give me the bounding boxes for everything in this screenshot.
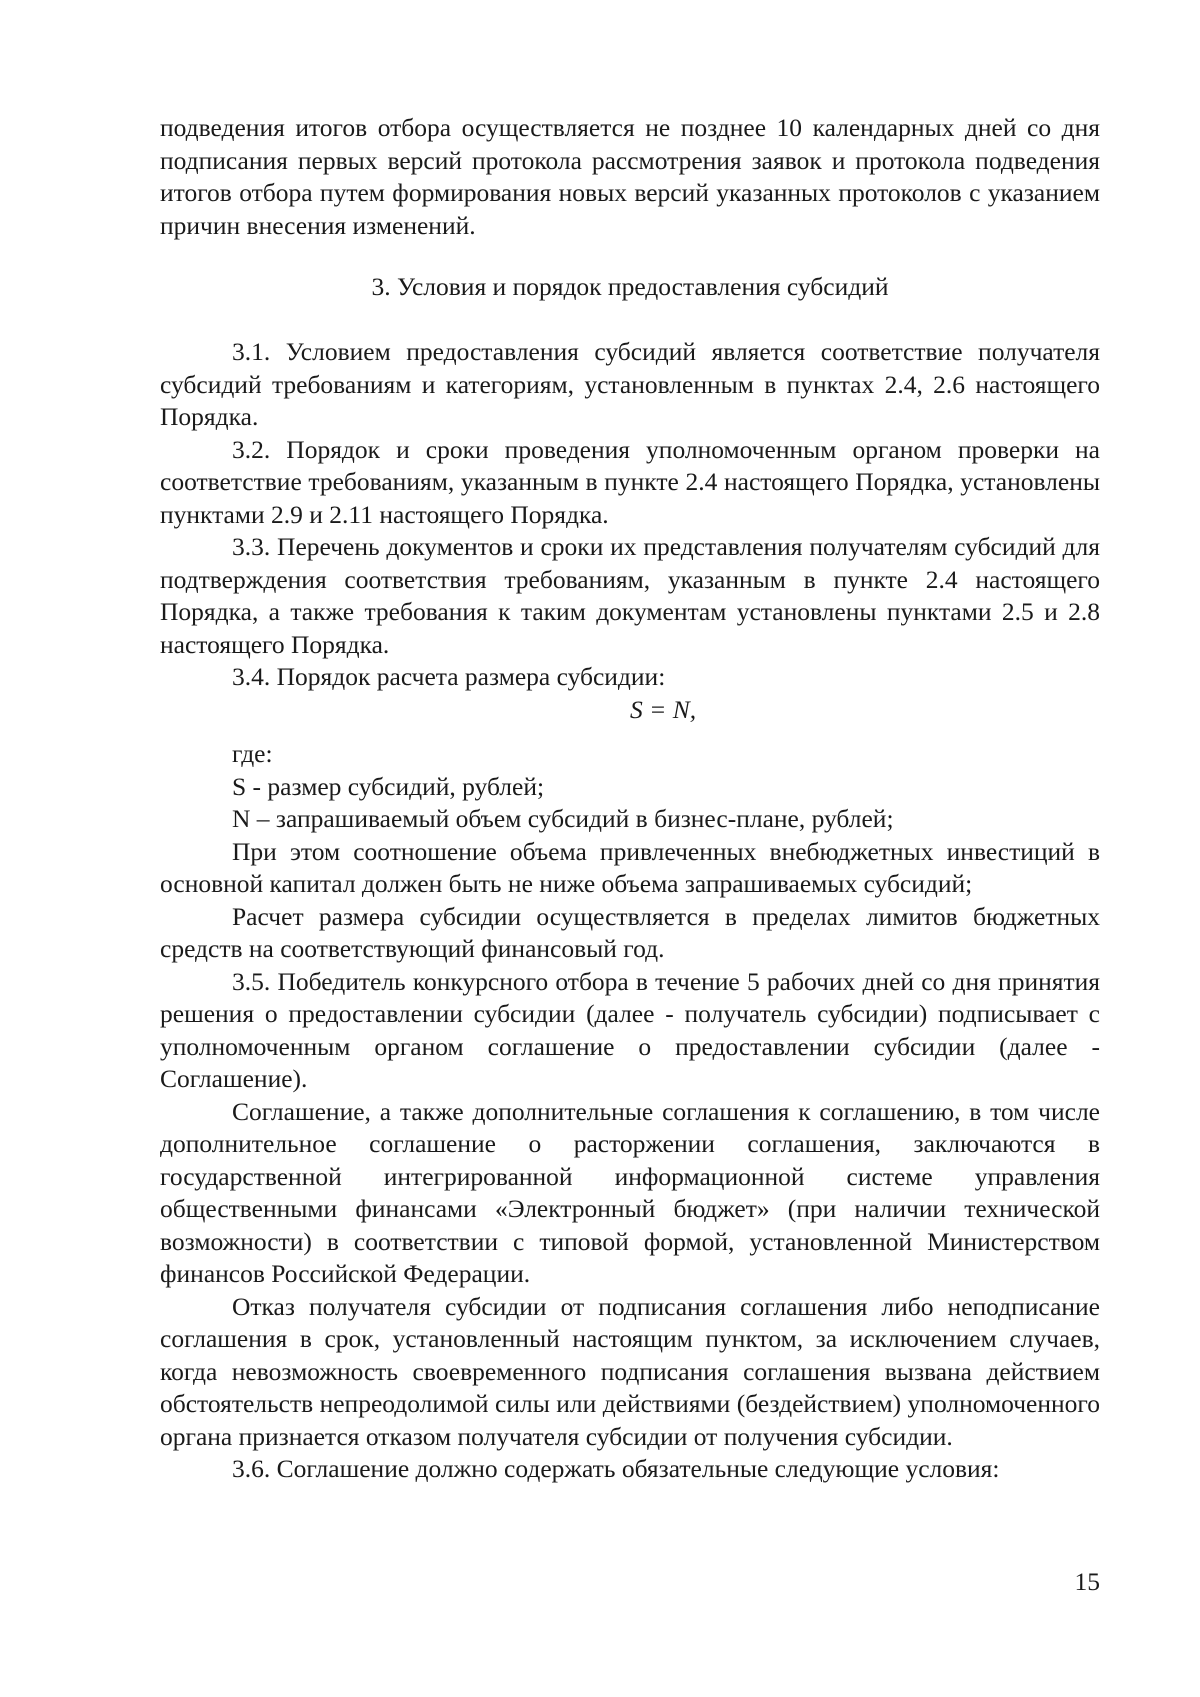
paragraph-continuation: подведения итогов отбора осуществляется не позднее 10 календарных дней со дня подписания первых версий протокола рассмотрения заявок и протокола подведения итогов отбора путем формирования новых версий указанных протоколов с указанием причин внесения изменений. <box>160 113 1100 240</box>
section-heading: 3. Условия и порядок предоставления субсидий <box>371 272 889 301</box>
definition-n: N – запрашиваемый объем субсидий в бизнес-плане, рублей; <box>232 804 894 833</box>
paragraph-refusal: Отказ получателя субсидии от подписания соглашения либо неподписание соглашения в срок, установленный настоящим пунктом, за исключением случаев, когда невозможность своевременного подписания соглашения вызвана действием обстоятельств непреодолимой силы или действиями (бездействием) уполномоченного органа признается отказом получателя субсидии от получения субсидии. <box>160 1291 1100 1451</box>
formula: S = N, <box>630 694 697 724</box>
paragraph-3-3: 3.3. Перечень документов и сроки их представления получателям субсидий для подтверждения соответствия требованиям, указанным в пункте 2.4 настоящего Порядка, а также требования к таким документам установлены пунктами 2.5 и 2.8 настоящего Порядка. <box>160 532 1100 659</box>
paragraph-3-5: 3.5. Победитель конкурсного отбора в течение 5 рабочих дней со дня принятия решения о предоставлении субсидии (далее - получатель субсидии) подписывает с уполномоченным органом соглашение о предоставлении субсидии (далее - Соглашение). <box>160 966 1100 1093</box>
page-number: 15 <box>1074 1567 1100 1596</box>
paragraph-3-6: 3.6. Соглашение должно содержать обязательные следующие условия: <box>232 1454 1000 1483</box>
definition-s: S - размер субсидий, рублей; <box>232 771 545 801</box>
paragraph-ratio: При этом соотношение объема привлеченных внебюджетных инвестиций в основной капитал должен быть не ниже объема запрашиваемых субсидий; <box>160 836 1100 898</box>
paragraph-agreement: Соглашение, а также дополнительные соглашения к соглашению, в том числе дополнительное соглашение о расторжении соглашения, заключаются в государственной интегрированной информационной системе управления общественными финансами «Электронный бюджет» (при наличии технической возможности) в соответствии с типовой формой, установленной Министерством финансов Российской Федерации. <box>160 1096 1100 1288</box>
paragraph-3-2: 3.2. Порядок и сроки проведения уполномоченным органом проверки на соответствие требованиям, указанным в пункте 2.4 настоящего Порядка, установлены пунктами 2.9 и 2.11 настоящего Порядка. <box>160 434 1100 529</box>
document-body <box>160 112 1100 1486</box>
paragraph-3-4: 3.4. Порядок расчета размера субсидии: <box>232 662 666 691</box>
paragraph-calculation: Расчет размера субсидии осуществляется в пределах лимитов бюджетных средств на соответствующий финансовый год. <box>160 901 1100 963</box>
paragraph-3-1: 3.1. Условием предоставления субсидий является соответствие получателя субсидий требованиям и категориям, установленным в пунктах 2.4, 2.6 настоящего Порядка. <box>160 337 1100 431</box>
formula-where: где: <box>232 739 273 768</box>
